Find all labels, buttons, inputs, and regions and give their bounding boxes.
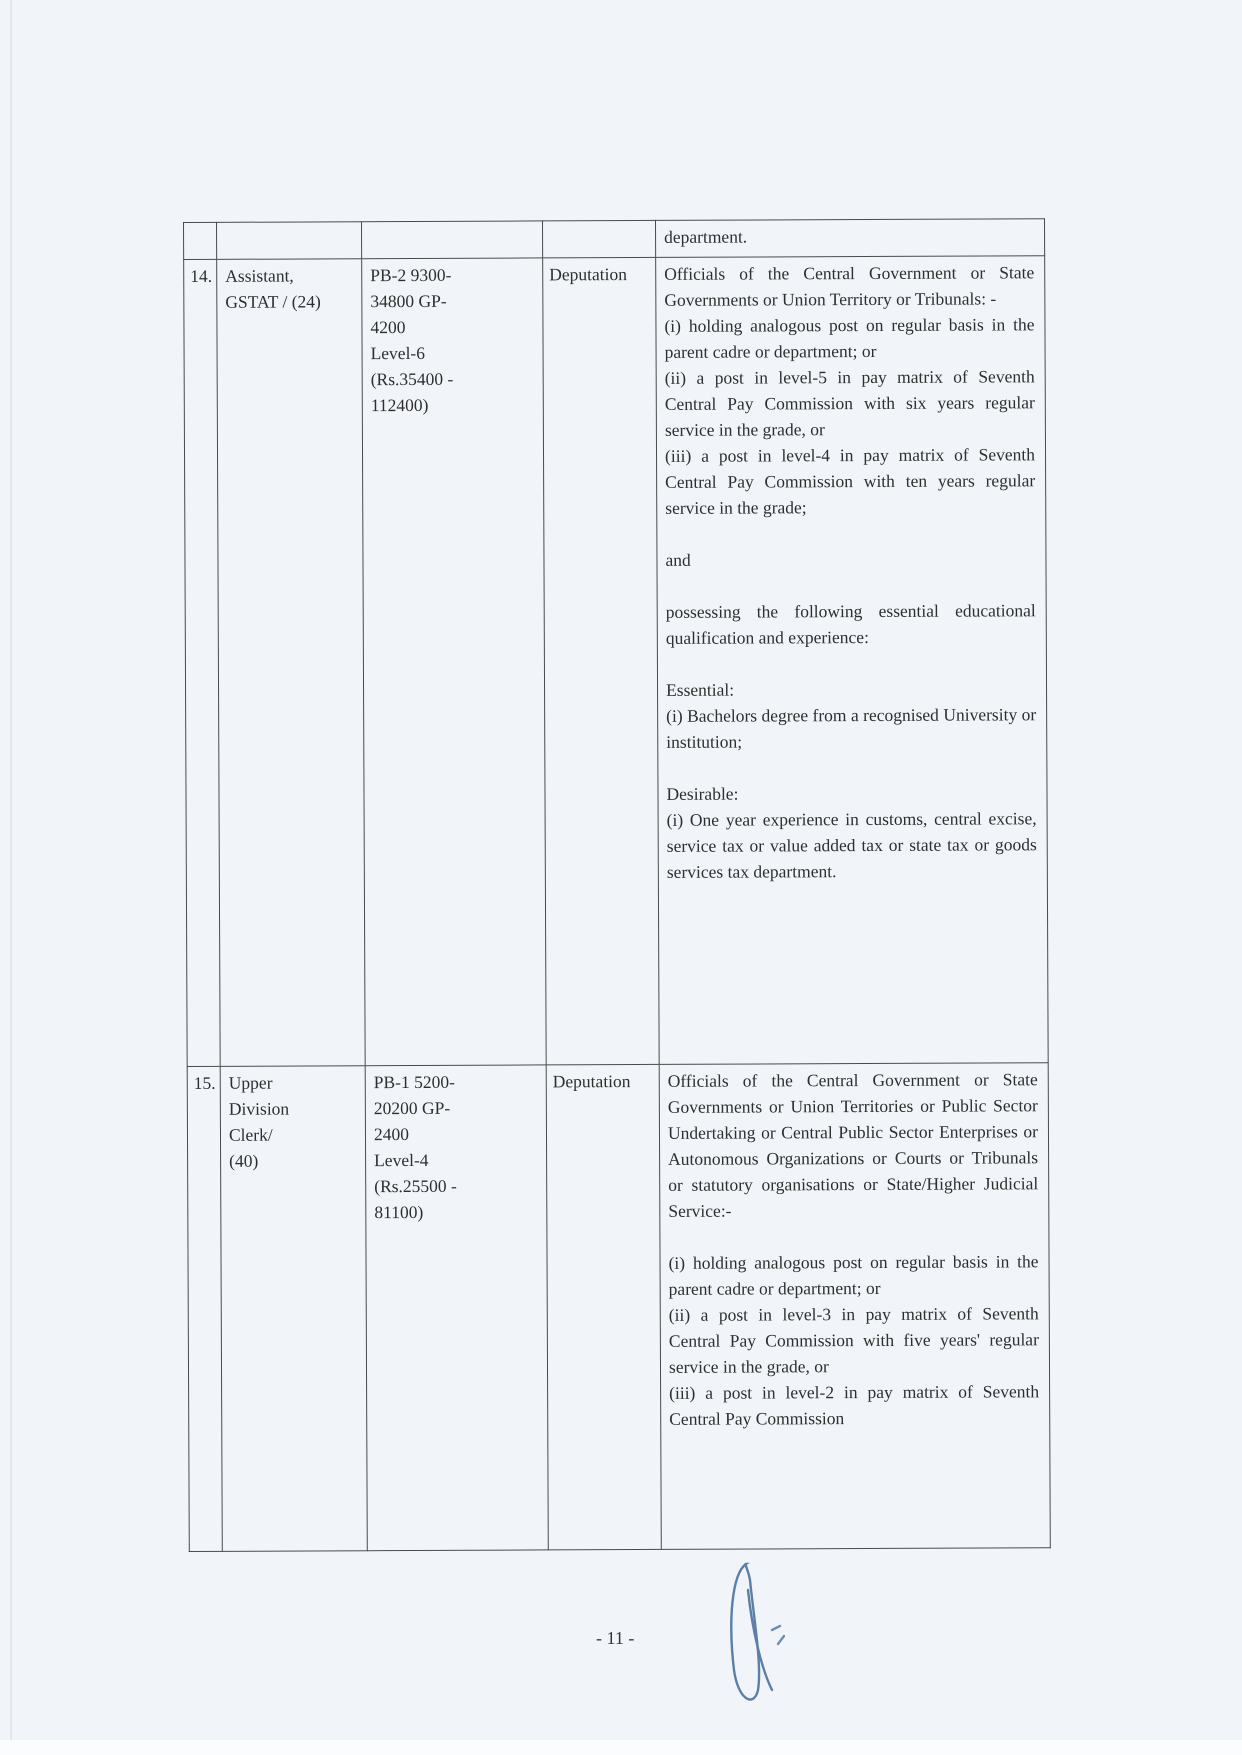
cell-sno: [184, 222, 217, 259]
essential-heading: Essential:: [666, 679, 735, 700]
cell-eligibility: [659, 1063, 1050, 1550]
post-line: GSTAT / (24): [225, 291, 321, 312]
table-row-continuation: [184, 219, 1045, 260]
cell-method: Deputation: [543, 257, 660, 1064]
qualification-intro: possessing the following essential educational qualification and experience:: [665, 600, 1036, 648]
pay-line: 112400): [370, 394, 429, 416]
pay-line: (Rs.25500 -: [374, 1175, 457, 1197]
eligibility-clause: (i) holding analogous post on regular basis in the parent cadre or department; or: [664, 314, 1035, 362]
page-number: - 11 -: [596, 1628, 635, 1648]
pay-line: 2400: [373, 1124, 410, 1145]
table-row: [187, 1063, 1050, 1552]
eligibility-clause: (ii) a post in level-5 in pay matrix of Seventh Central Pay Commission with six years regular service in the grade, or: [664, 366, 1035, 440]
scan-edge: [10, 0, 12, 1740]
eligibility-clause: (ii) a post in level-3 in pay matrix of Seventh Central Pay Commission with five years' regular service in the grade, or: [668, 1303, 1039, 1377]
signature-icon: [710, 1560, 800, 1710]
pay-line: 34800 GP-: [370, 290, 447, 312]
cell-method: Deputation: [546, 1064, 661, 1549]
pay-line: Level-6: [370, 342, 426, 364]
pay-line: 4200: [370, 317, 406, 338]
cell-eligibility: [655, 219, 1044, 258]
pay-line: 81100): [374, 1201, 424, 1223]
cell-pay-scale: [362, 221, 543, 259]
pay-line: PB-2 9300-: [370, 264, 452, 286]
post-line: Clerk/: [228, 1124, 273, 1145]
post-line: (40): [229, 1150, 259, 1171]
pay-line: PB-1 5200-: [373, 1071, 455, 1093]
pay-line: 20200 GP-: [373, 1097, 451, 1119]
desirable-qualification: (i) One year experience in customs, central excise, service tax or value added tax or state tax or goods services tax department.: [666, 808, 1037, 882]
table-row: [184, 256, 1049, 1067]
essential-qualification: (i) Bachelors degree from a recognised University or institution;: [666, 704, 1037, 752]
post-line: Upper: [228, 1072, 273, 1093]
eligibility-clause: (iii) a post in level-2 in pay matrix of Seventh Central Pay Commission: [669, 1381, 1040, 1429]
eligibility-text: department.: [664, 226, 748, 247]
eligibility-intro: Officials of the Central Government or State Governments or Union Territories or Public Sector Undertaking or Central Public Sector Enterprises or Autonomous Organizations or Courts or Tribunals or statutory organisations or State/Higher Judicial Service:-: [667, 1069, 1039, 1221]
cell-post: [217, 259, 366, 1067]
eligibility-clause: (i) holding analogous post on regular basis in the parent cadre or department; or: [668, 1251, 1039, 1299]
cell-method: [542, 220, 655, 257]
recruitment-table: [183, 218, 1051, 1552]
cell-post: [217, 222, 362, 260]
cell-pay-scale: [362, 258, 547, 1066]
scan-edge-bottom: [0, 1740, 1242, 1755]
desirable-heading: Desirable:: [666, 783, 739, 804]
post-line: Assistant,: [225, 265, 294, 286]
pay-line: (Rs.35400 -: [370, 368, 454, 390]
cell-pay-scale: [365, 1065, 548, 1551]
cell-eligibility: [656, 256, 1049, 1065]
cell-sno: 15.: [187, 1066, 222, 1551]
post-line: Division: [228, 1098, 290, 1119]
cell-post: [220, 1066, 367, 1552]
pay-line: Level-4: [374, 1149, 429, 1171]
eligibility-clause: (iii) a post in level-4 in pay matrix of Seventh Central Pay Commission with ten years regular service in the grade;: [664, 444, 1036, 518]
eligibility-connector: and: [665, 549, 691, 570]
cell-sno: 14.: [184, 259, 221, 1066]
eligibility-intro: Officials of the Central Government or State Governments or Union Territory or Tribunals: -: [664, 262, 1035, 310]
